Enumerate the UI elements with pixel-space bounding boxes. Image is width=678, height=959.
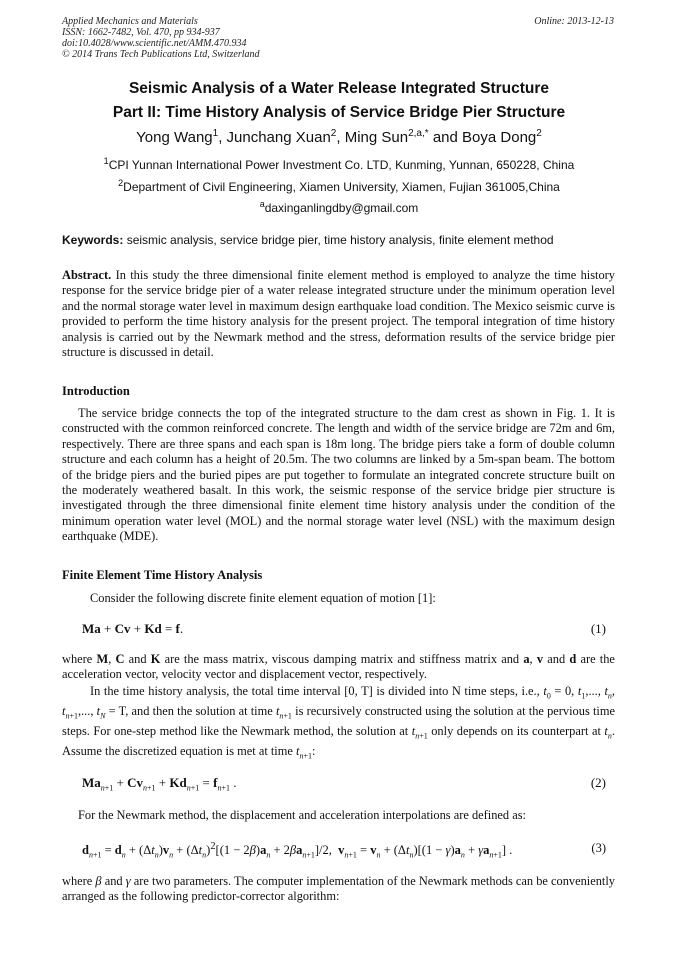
introduction-text: The service bridge connects the top of the integrated structure to the dam crest as shown in Fig. 1. It is constructed with the common reinforced concrete. The length and width of the service bridge are 72m and 6m, respectively. There are three spans and each span is 18m long. The bridge piers take a form of double column structure and each column has a height of 20.5m. The two columns are linked by a 5m-span beam. The bottom of the bridge piers and the buried pipes are put together to formulate an integrated concrete structure built on the moderately weathered basalt. In this work, the seismic response of the service bridge pier structure is investigated through the three dimensional finite element time history analysis under the condition of the minimum operation water level (MOL) and the normal storage water level (NSL) with the maximum design earthquake (MDE). xyxy=(62,406,615,544)
text-fragment: and xyxy=(128,652,147,666)
equation-3: $d_{n+1} = d_n + (\Delta t_n)v_n + (\Delta t_n)^2[(1 - 2\beta)a_n + 2\beta a_{n+1}]/2$, $v_{n+1} = v_n + (\Delta t_n)[(1 - \gamma)a_n + \gamma a_{n+1}]$ . (3) xyxy=(82,841,606,860)
equation-number: (3) xyxy=(591,841,606,855)
author-name: Boya Dong xyxy=(462,129,537,146)
where-paragraph-1: where M, C and K are the mass matrix, viscous damping matrix and stiffness matrix and a, v and d are the acceleration vector, velocity vector and displacement vector, respectively. xyxy=(62,652,615,682)
equation-number: (1) xyxy=(590,621,606,636)
author-affiliation-mark: 2,a,* xyxy=(408,128,429,139)
abstract-label: Abstract. xyxy=(62,268,112,282)
affiliation-1 xyxy=(0,156,678,172)
journal-name: Applied Mechanics and Materials xyxy=(62,16,198,27)
author-separator: , xyxy=(218,129,227,146)
online-date: Online: 2013-12-13 xyxy=(534,16,614,27)
email-text: daxinganlingdby@gmail.com xyxy=(264,201,419,215)
time-history-paragraph: In the time history analysis, the total time interval [0, T] is divided into N time steps, i.e., $t_0 = 0$, $t_1$,..., $t_n$, $t_{n+1}$,..., $t_N = T$, and then the solution at time $t_{n+1}$ is recursively constructed using the solution at the pervious time steps. For one-step method like the Newmark method, the solution at $t_{n+1}$ only depends on its counterpart at $t_n$. Assume the discretized equation is met at time $t_{n+1}$: xyxy=(62,684,615,761)
author-name: Yong Wang xyxy=(136,129,213,146)
author-separator: , xyxy=(336,129,345,146)
introduction-heading: Introduction xyxy=(62,384,130,398)
equation-1: Ma + Cv + Kd = f. (1) xyxy=(82,621,606,636)
affiliation-text: CPI Yunnan International Power Investment Co. LTD, Kunming, Yunnan, 650228, China xyxy=(108,158,575,172)
text-fragment: and xyxy=(547,652,566,666)
keywords-label: Keywords: xyxy=(62,233,124,247)
author-list xyxy=(0,128,678,146)
author-affiliation-mark: 2 xyxy=(536,128,542,139)
affiliation-2 xyxy=(0,178,678,194)
author-name: Ming Sun xyxy=(344,129,409,146)
text-fragment: In the time history analysis, the total time interval [0, T] is divided into N time steps, i.e., xyxy=(90,684,540,698)
text-fragment: . Assume the discretized equation is met at time xyxy=(62,723,615,758)
text-fragment: are two parameters. The computer implementation of the Newmark methods can be conveniently arranged as the following predictor-corrector algorithm: xyxy=(62,874,616,904)
text-fragment: and xyxy=(104,874,123,888)
equation-number: (2) xyxy=(590,775,606,790)
affiliation-email xyxy=(0,199,678,215)
affiliation-mark: 2 xyxy=(118,178,124,188)
affiliation-text: Department of Civil Engineering, Xiamen University, Xiamen, Fujian 361005,China xyxy=(123,180,560,194)
text-fragment: where xyxy=(62,874,93,888)
author-affiliation-mark: 2 xyxy=(330,128,337,139)
text-fragment: is recursively constructed using the solution at the pervious time steps. For one-step method like the Newmark method, the solution at xyxy=(62,703,615,738)
paper-title-line1: Seismic Analysis of a Water Release Integrated Structure xyxy=(128,80,550,97)
author-affiliation-mark: 1 xyxy=(212,128,219,139)
author-separator: and xyxy=(428,129,463,146)
where-paragraph-2: where β and γ are two parameters. The computer implementation of the Newmark methods can be conveniently arranged as the following predictor-corrector algorithm: xyxy=(62,874,616,904)
consider-text: Consider the following discrete finite element equation of motion [1]: xyxy=(90,591,436,605)
equation-2: $Ma_{n+1} + Cv_{n+1} + Kd_{n+1} = f_{n+1}$ . (2) xyxy=(82,775,606,793)
text-fragment: , and then the solution at time xyxy=(125,703,273,718)
journal-header xyxy=(62,16,614,60)
abstract-text: In this study the three dimensional finite element method is employed to analyze the time history response for the service bridge pier of a water release integrated structure under the minimum operation level and the normal storage water level in maximum design earthquake load condition. The Mexico seismic curve is provided to perform the time history analysis for the present project. The temporal integration of time history analysis is carried out by the Newmark method and the stress, deformation results of the service bridge pier structure is discussed in detail. xyxy=(62,268,615,360)
journal-issn: ISSN: 1662-7482, Vol. 470, pp 934-937 xyxy=(62,27,220,38)
text-fragment: where xyxy=(62,652,93,666)
text-fragment: only depends on its counterpart at xyxy=(431,723,601,738)
text-fragment: are the acceleration vector, velocity vector and displacement vector, respectively. xyxy=(62,652,615,682)
paper-title-line2: Part II: Time History Analysis of Service Bridge Pier Structure xyxy=(112,104,566,121)
keywords xyxy=(62,233,616,247)
keywords-text: seismic analysis, service bridge pier, time history analysis, finite element method xyxy=(126,233,554,247)
journal-copyright: © 2014 Trans Tech Publications Ltd, Switzerland xyxy=(62,49,260,60)
author-name: Junchang Xuan xyxy=(226,129,331,146)
journal-doi: doi:10.4028/www.scientific.net/AMM.470.934 xyxy=(62,38,247,49)
newmark-paragraph: For the Newmark method, the displacement and acceleration interpolations are defined as: xyxy=(78,808,526,822)
affiliation-mark: a xyxy=(259,199,265,209)
abstract xyxy=(62,268,615,360)
text-fragment: are the mass matrix, viscous damping matrix and stiffness matrix and xyxy=(164,652,520,666)
affiliation-mark: 1 xyxy=(103,156,109,166)
fe-heading: Finite Element Time History Analysis xyxy=(62,568,263,582)
